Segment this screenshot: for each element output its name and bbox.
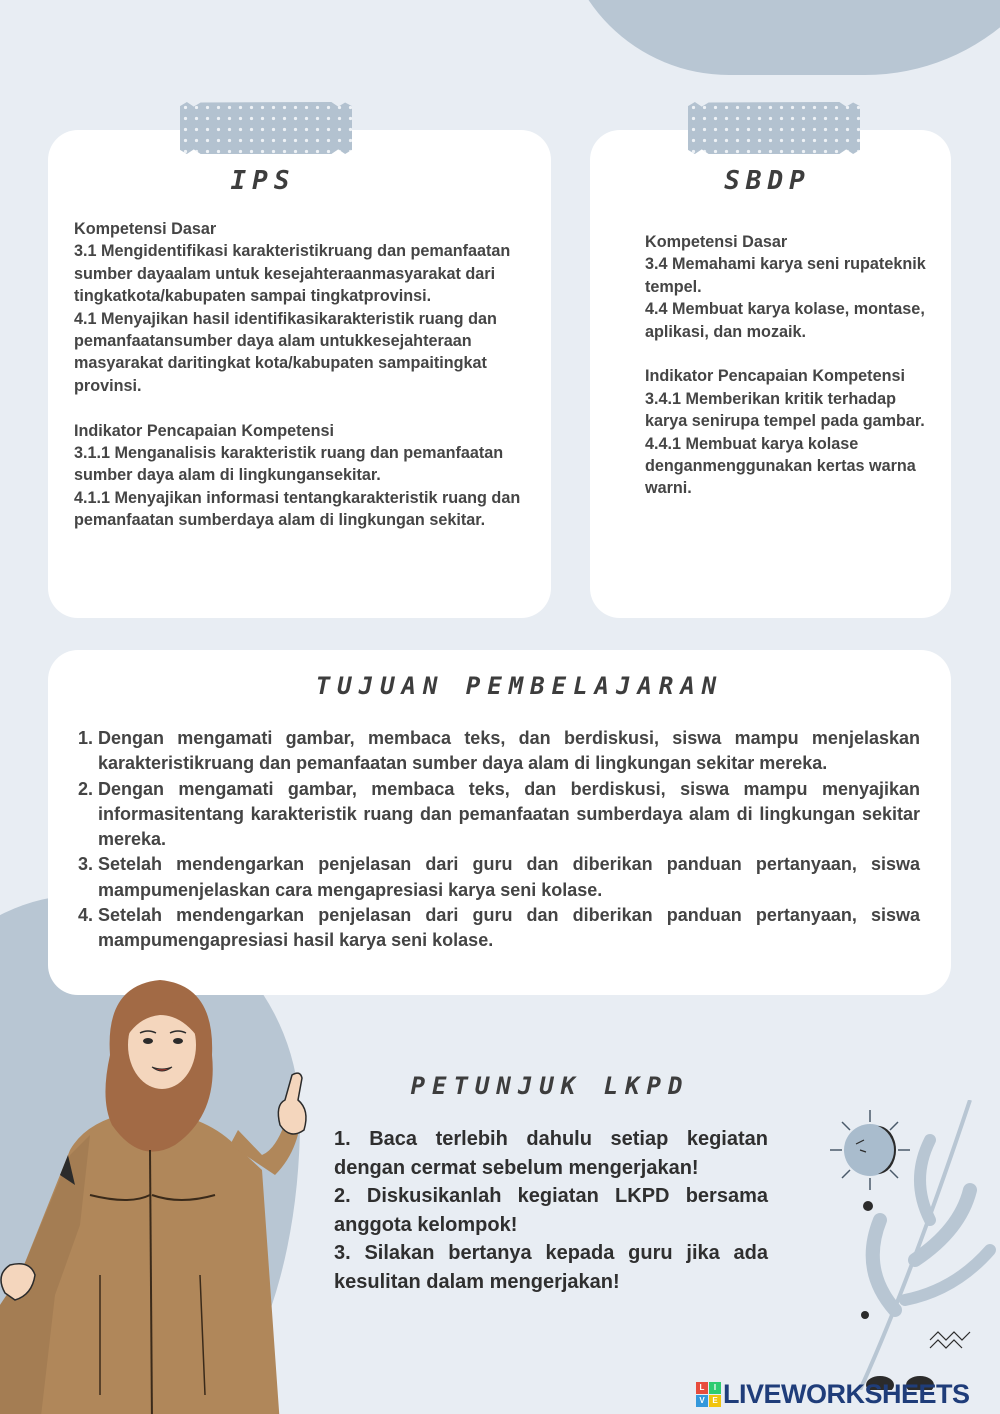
sbdp-kd-heading: Kompetensi Dasar — [645, 233, 788, 251]
ips-title: IPS — [230, 166, 296, 196]
petunjuk-title: PETUNJUK LKPD — [410, 1072, 690, 1100]
tujuan-title: TUJUAN PEMBELAJARAN — [315, 672, 724, 700]
tujuan-item-text: Dengan mengamati gambar, membaca teks, dan berdiskusi, siswa mampu menjelaskan karakteristikruang dan pemanfaatan sumber daya alam di lingkungan sekitar mereka. — [98, 728, 920, 774]
petunjuk-item: 1. Baca terlebih dahulu setiap kegiatan dengan cermat sebelum mengerjakan! — [334, 1128, 768, 1179]
ips-ipk-heading: Indikator Pencapaian Kompetensi — [74, 421, 334, 440]
petunjuk-item: 2. Diskusikanlah kegiatan LKPD bersama anggota kelompok! — [334, 1185, 768, 1236]
tujuan-item-text: Setelah mendengarkan penjelasan dari guru dan diberikan panduan pertanyaan, siswa mampumenjelaskan cara mengapresiasi karya seni kolase. — [98, 854, 920, 900]
plant-moon-decoration — [820, 1100, 1000, 1390]
sbdp-content — [645, 231, 935, 500]
liveworksheets-wordmark: LIVEWORKSHEETS — [723, 1378, 970, 1409]
ips-content — [74, 218, 534, 532]
ips-ipk-item: 4.1.1 Menyajikan informasi tentangkarakteristik ruang dan pemanfaatan sumberdaya alam di lingkungan sekitar. — [74, 488, 521, 530]
tujuan-item — [78, 852, 920, 903]
washi-tape-sbdp — [688, 102, 860, 154]
sbdp-title: SBDP — [724, 166, 811, 196]
tujuan-item — [78, 903, 920, 954]
tujuan-list — [78, 726, 920, 954]
ips-kd-item: 3.1 Mengidentifikasi karakteristikruang dan pemanfaatan sumber dayaalam untuk kesejahteraanmasyarakat dari tingkatkota/kabupaten sampai tingkatprovinsi. — [74, 242, 511, 306]
sbdp-kd-item: 3.4 Memahami karya seni rupateknik tempel. — [645, 255, 926, 296]
tujuan-item-number: 3. — [78, 854, 94, 875]
petunjuk-list — [334, 1125, 768, 1296]
ips-kd-heading: Kompetensi Dasar — [74, 220, 217, 238]
tujuan-item-text: Dengan mengamati gambar, membaca teks, dan berdiskusi, siswa mampu menyajikan informasitentang karakteristik ruang dan pemanfaatan sumberdaya alam di lingkungan sekitar mereka. — [98, 778, 920, 850]
teacher-illustration — [0, 975, 330, 1414]
petunjuk-item: 3. Silakan bertanya kepada guru jika ada kesulitan dalam mengerjakan! — [334, 1242, 768, 1293]
liveworksheets-brand — [696, 1378, 996, 1410]
sbdp-ipk-item: 3.4.1 Memberikan kritik terhadap karya senirupa tempel pada gambar. — [645, 389, 925, 431]
washi-tape-ips — [180, 102, 352, 154]
tujuan-item — [78, 726, 920, 777]
tujuan-item-number: 2. — [78, 778, 94, 799]
tujuan-item-number: 1. — [78, 728, 94, 748]
background-blob-top — [560, 0, 1000, 75]
sbdp-ipk-heading: Indikator Pencapaian Kompetensi — [645, 367, 905, 386]
ips-kd-item: 4.1 Menyajikan hasil identifikasikarakteristik ruang dan pemanfaatansumber daya alam untukkesejahteraan masyarakat daritingkat kota/kabupaten sampaitingkat provinsi. — [74, 309, 497, 395]
sbdp-ipk-item: 4.4.1 Membuat karya kolase denganmenggunakan kertas warna warni. — [645, 434, 916, 498]
tujuan-item — [78, 777, 920, 853]
tujuan-item-number: 4. — [78, 905, 94, 926]
tujuan-item-text: Setelah mendengarkan penjelasan dari guru dan diberikan panduan pertanyaan, siswa mampumengapresiasi hasil karya seni kolase. — [98, 905, 920, 951]
sbdp-kd-item: 4.4 Membuat karya kolase, montase, aplikasi, dan mozaik. — [645, 300, 925, 341]
ips-ipk-item: 3.1.1 Menganalisis karakteristik ruang dan pemanfaatan sumber daya alam di lingkungansekitar. — [74, 444, 504, 485]
liveworksheets-logo-icon: L I V E — [696, 1382, 721, 1407]
